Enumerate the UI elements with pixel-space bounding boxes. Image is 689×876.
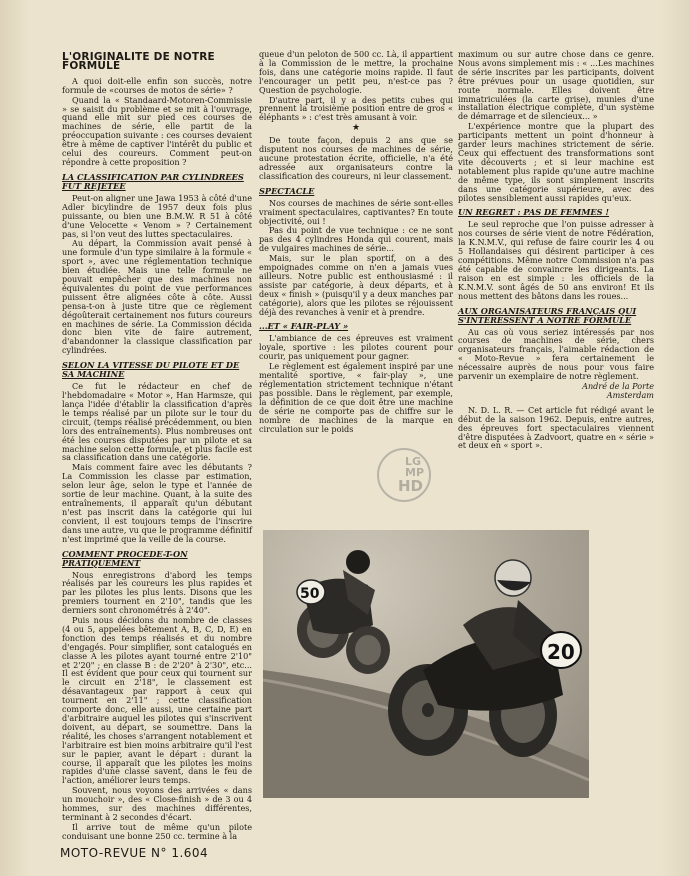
column-1 [62, 50, 252, 842]
section-organisers-paragraph: Au cas où vous seriez intéressés par nos courses de machines de série, chers organisateurs français, l'aimable rédaction de « Moto-Revue » fera certainement le nécessaire auprès de nous pour vous faire parvenir un exemplaire de notre règlement. [458, 326, 654, 382]
star-separator: ★ [351, 123, 361, 134]
section-regret-heading: UN REGRET : PAS DE FEMMES ! [458, 207, 610, 218]
section-speed-heading: SELON LA VITESSE DU PILOTE ET DE SA MACHINE [62, 360, 240, 380]
section-fairplay-paragraph-1: L'ambiance de ces épreuves est vraiment loyale, sportive : les pilotes courent pour courir, pas uniquement pour gagner. [259, 333, 453, 362]
watermark-logo [374, 445, 434, 505]
page-footer: MOTO-REVUE N° 1.604 [60, 846, 209, 860]
section-fairplay-heading: ...ET « FAIR-PLAY » [259, 321, 349, 332]
author-signature [458, 382, 654, 400]
section-procedure-paragraph-2: Puis nous décidons du nombre de classes (4 ou 5, appelées bêtement A, B, C, D, E) en fonction des temps réalisés et du nombre d'engagés. Pour simplifier, sont catalogués en classe A les pilotes ayant tourné entre 2'10" et 2'20" ; en classe B : de 2'20" à 2'30", etc... Il est évident que pour ceux qui tournent sur le circuit en 2'18", le classement est désavantageux par rapport à ceux qui tournent en 2'11" ; cette classification comporte donc, elle aussi, une certaine part d'arbitraire auquel les pilotes qui s'inscrivent doivent, au départ, se soumettre. Dans la réalité, les choses s'arrangent notablement et l'arbitraire est bien moins arbitraire qu'il l'est sur le papier, avant le départ : durant la course, il apparaît que les pilotes les moins rapides d'une classe savent, dans le feu de l'action, améliorer leurs temps. [62, 615, 252, 786]
author-city: Amsterdam [606, 389, 654, 400]
section-spectacle-paragraph-1: Nos courses de machines de série sont-elles vraiment spectaculaires, captivantes? En toute objectivité, oui ! [259, 197, 453, 226]
section-procedure-paragraph-3: Souvent, nous voyons des arrivées « dans un mouchoir », des « Close-finish » de 3 ou 4 hommes, sur des machines différentes, terminant à 2 secondes d'écart. [62, 785, 252, 822]
section-spectacle-heading: SPECTACLE [259, 185, 315, 196]
number-plate-back: 50 [300, 586, 320, 602]
watermark-line2: MP [405, 466, 425, 479]
section-fairplay-paragraph-2: Le règlement est également inspiré par une mentalité sportive, « fair-play », une réglementation strictement technique n'étant pas possible. Dans le règlement, par exemple, la définition de ce que doit être une machine de série ne comporte pas de chiffre sur le nombre de machines de la marque en circulation sur le poids [259, 361, 453, 434]
watermark-line3: HD [398, 477, 424, 495]
section-procedure-paragraph-4: Il arrive tout de même qu'un pilote conduisant une bonne 250 cc. termine à la [62, 821, 252, 841]
column-2 [259, 50, 453, 434]
section-speed-paragraph-2: Mais comment faire avec les débutants ? La Commission les classe par estimation, selon leur âge, selon le type et l'année de sortie de leur machine. Quant, à la suite des entraînements, il apparaît qu'un débutant n'est pas inscrit dans la catégorie qui lui convient, il est toujours temps de l'inscrire dans une autre, vu que le programme définitif n'est imprimé que la veille de la course. [62, 462, 252, 544]
col2-protest-paragraph: De toute façon, depuis 2 ans que se disputent nos courses de machines de série, aucune protestation écrite, officielle, n'a été adressée aux organisateurs contre la classification des coureurs, ni leur classement. [259, 135, 453, 181]
number-plate-front: 20 [547, 640, 575, 664]
editor-note: N. D. L. R. — Cet article fut rédigé avant le début de la saison 1962. Depuis, entre autres, des épreuves fort spectaculaires viennent d'être disputées à Zadvoort, quatre en « série » et deux en « sport ». [458, 404, 654, 451]
section-procedure-heading: COMMENT PROCEDE-T-ON PRATIQUEMENT [62, 548, 188, 568]
section-organisers-heading: AUX ORGANISATEURS FRANÇAIS QUI S'INTERESSENT A NOTRE FORMULE [458, 305, 637, 325]
section-procedure-paragraph-1: Nous enregistrons d'abord les temps réalisés par les coureurs les plus rapides et par les pilotes les plus lents. Disons que les premiers tournent en 2'10", tandis que les derniers sont chronométrés à 2'40". [62, 569, 252, 616]
col3-continuation-paragraph: maximum ou sur autre chose dans ce genre. Nous avons simplement mis : « ...Les machines de série inscrites par les participants, doivent être prévues pour un usage quotidien, sur route normale. Elles doivent être immatriculées (la carte grise), munies d'une installation électrique complète, d'un système de démarrage et de silencieux... » [458, 49, 654, 122]
section-cylinder-heading: LA CLASSIFICATION PAR CYLINDREES FUT REJETEE [62, 171, 244, 191]
column-3 [458, 50, 654, 451]
author-name: André de la Porte [582, 381, 654, 391]
intro-paragraph-1: A quoi doit-elle enfin son succès, notre formule de «courses de motos de série» ? [62, 75, 252, 95]
section-speed-paragraph-1: Ce fut le rédacteur en chef de l'hebdomadaire « Motor », Han Harmsze, qui lança l'idée d'établir la classification d'après le temps réalisé par un pilote sur le tour du circuit, (temps réalisé précédemment, ou bien lors des entraînements). Plus nombreuses ont été les courses disputées par un pilote et sa machine selon cette formule, et plus facile est sa classification dans une catégorie. [62, 381, 252, 463]
section-spectacle-paragraph-3: Mais, sur le plan sportif, on a des empoignades comme on n'en a jamais vues ailleurs. Notre public est enthousiasmé : il assiste par catégorie, à deux départs, et à deux « finish » (puisqu'il y a deux manches par catégorie), alors que les pilotes se réjouissent déjà des revanches à venir et à prendre. [259, 253, 453, 317]
col3-paragraph-2: L'expérience montre que la plupart des participants mettent un point d'honneur à garder leurs machines strictement de série. Ceux qui effectuent des transformations sont vite découverts ; et si leur machine est notablement plus rapide qu'une autre machine de même type, ils sont simplement inscrits dans une catégorie supérieure, avec des pilotes sensiblement aussi rapides qu'eux. [458, 121, 654, 203]
section-spectacle-paragraph-2: Pas du point de vue technique : ce ne sont pas des 4 cylindres Honda qui courent, mais de vulgaires machines de série... [259, 225, 453, 254]
race-photograph [263, 530, 589, 798]
section-regret-paragraph: Le seul reproche que l'on puisse adresser à nos courses de série vient de notre Fédération, la K.N.M.V., qui refuse de faire courir les 4 ou 5 Hollandaises qui désirent participer à ces compétitions. Même notre Commission n'a pas été capable de convaincre les dirigeants. La raison en est simple : les officiels de la K.N.M.V. sont âgés de 50 ans environ! Et ils nous mettent des bâtons dans les roues... [458, 219, 654, 301]
article-title: L'ORIGINALITE DE NOTRE FORMULE [62, 51, 215, 72]
intro-paragraph-2: Quand la « Standaard-Motoren-Commissie » se saisit du problème et se mit à l'ouvrage, quand elle mit sur pied ces courses de machines de série, elle partit de la préoccupation suivante : ces courses devaient être à même de captiver l'intérêt du public et celui des coureurs. Comment peut-on répondre à cette proposition ? [62, 94, 252, 167]
section-cylinder-paragraph-2: Au départ, la Commission avait pensé à une formule d'un type similaire à la formule « sport », avec une réglementation technique bien étudiée. Mais une telle formule ne pouvait empêcher que des machines non équivalentes du point de vue performances puissent être alignées côte à côte. Aussi pensa-t-on à juste titre que ce règlement dégoûterait certainement nos futurs coureurs en machines de série. La Commission décida donc bien vite de faire autrement, d'abandonner la classique classification par cylindrées. [62, 238, 252, 356]
section-cylinder-paragraph-1: Peut-on aligner une Jawa 1953 à côté d'une Adler bicylindre de 1957 deux fois plus puissante, ou bien une B.M.W. R 51 à côté d'une Velocette « Venom » ? Certainement pas, si l'on veut des luttes spectaculaires. [62, 192, 252, 239]
col2-continuation-paragraph: queue d'un peloton de 500 cc. Là, il appartient à la Commission de le mettre, la prochaine fois, dans une catégorie moins rapide. Il faut l'encourager un petit peu, n'est-ce pas ? Question de psychologie. [259, 49, 453, 95]
background-motorcycle [297, 550, 390, 674]
col2-paragraph-2: D'autre part, il y a des petits cubes qui prennent la troisième position entre de gros « éléphants » : c'est très amusant à voir. [259, 94, 453, 123]
watermark-line1: LG [405, 455, 422, 468]
